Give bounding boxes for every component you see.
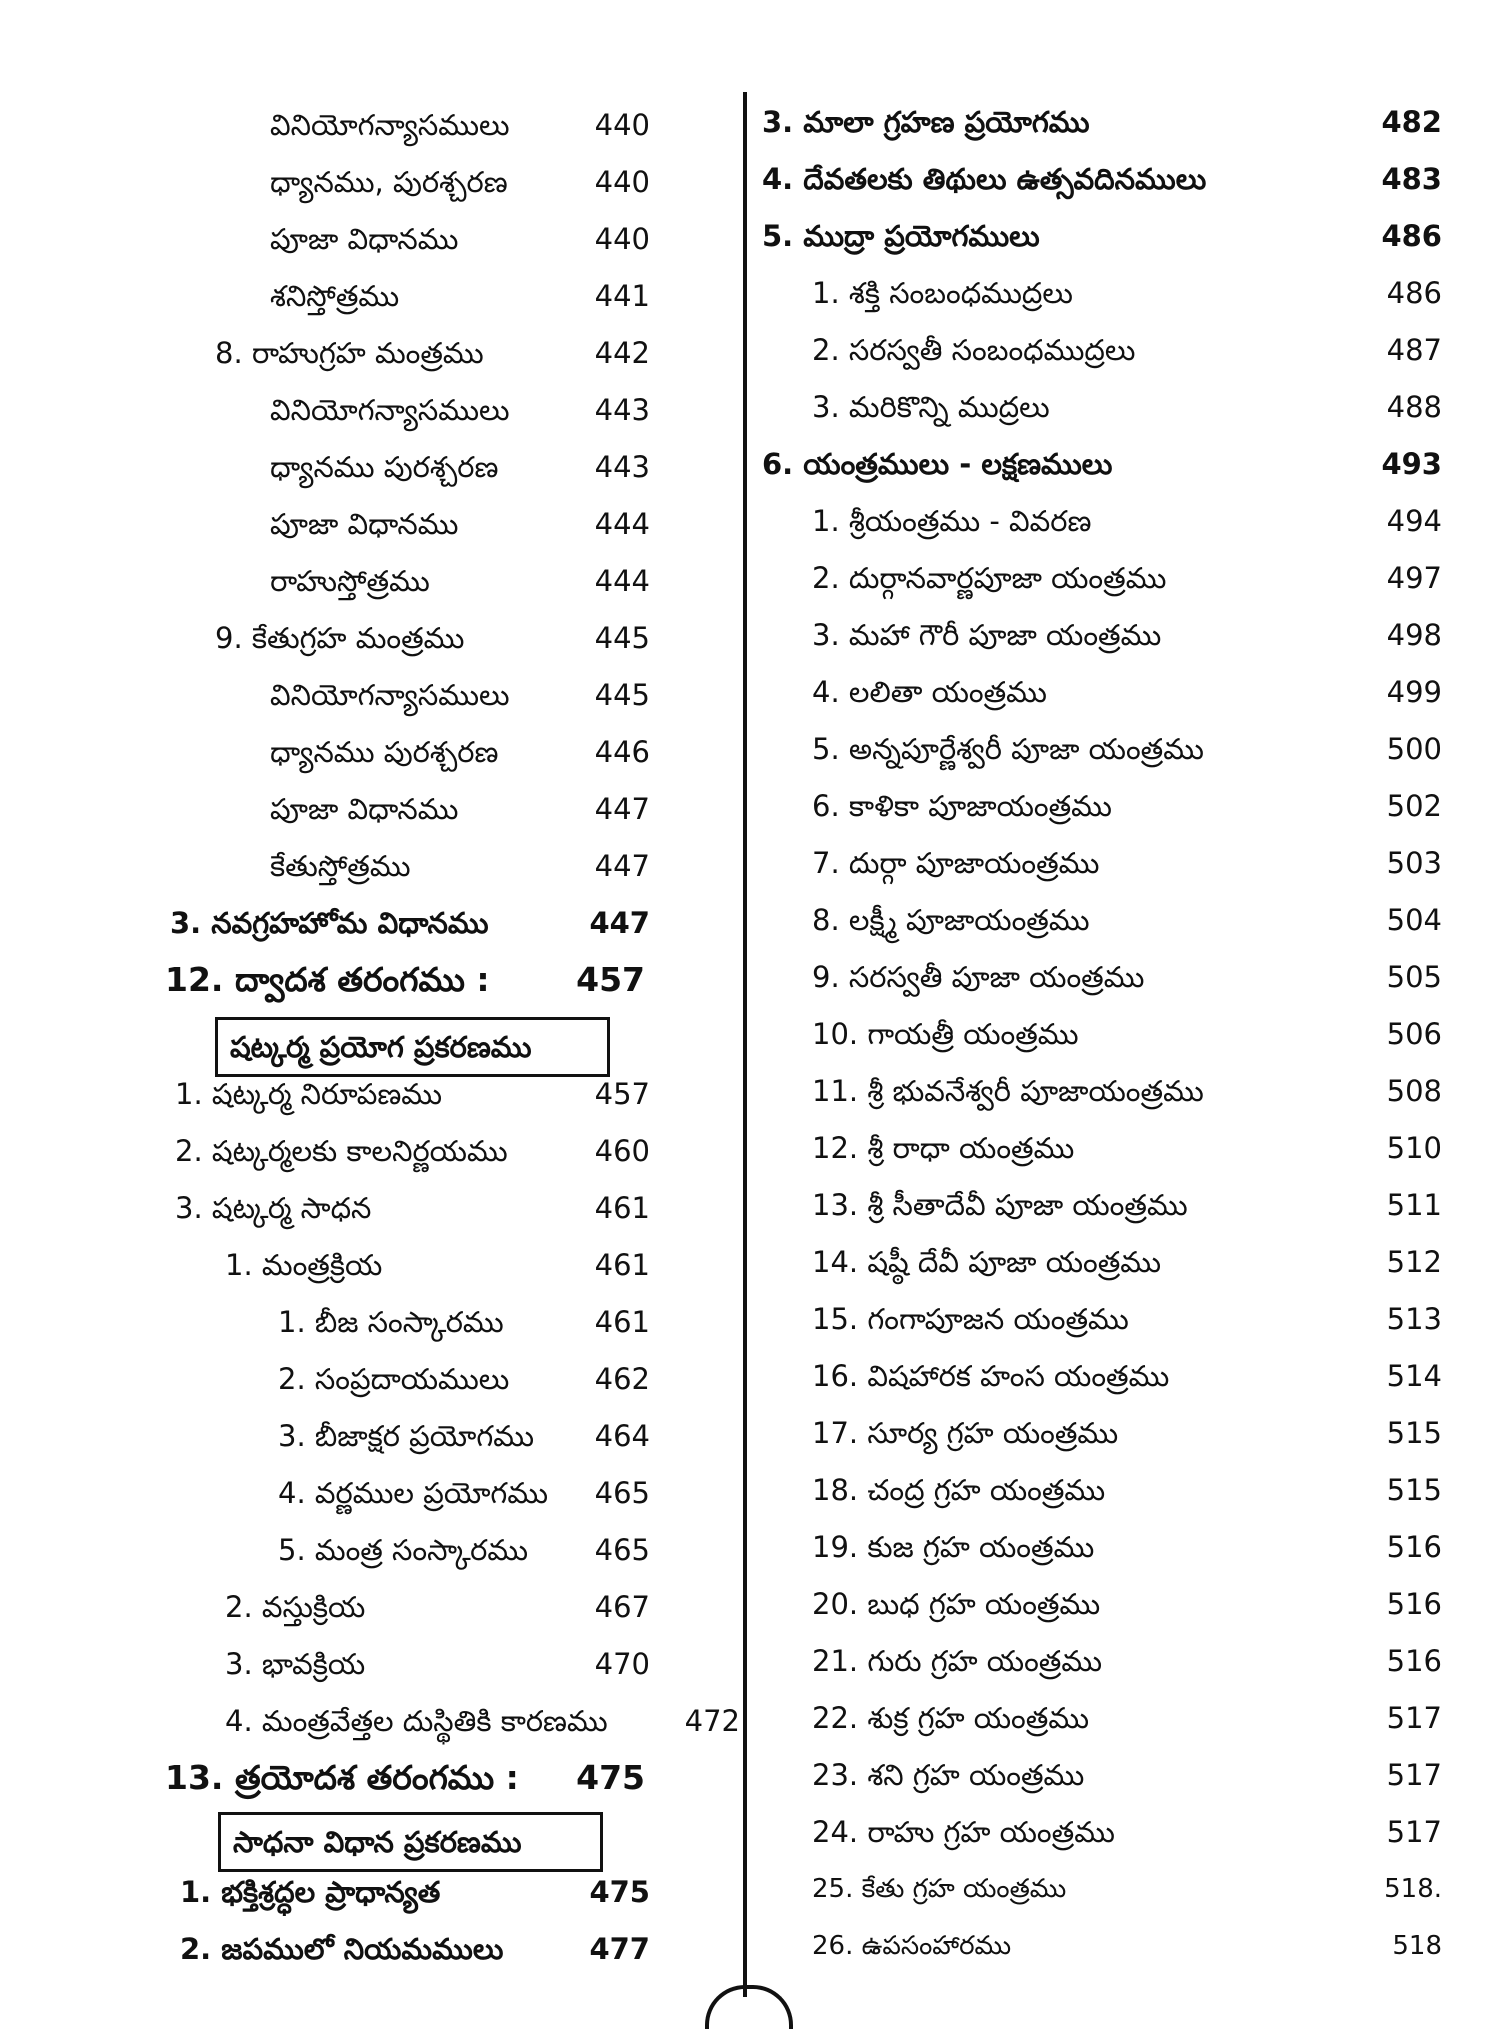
toc-entry	[812, 1351, 1492, 1401]
toc-entry	[812, 952, 1492, 1002]
toc-entry	[225, 1639, 730, 1689]
entry-page: 511	[1386, 1188, 1442, 1222]
entry-title: 15. గంగాపూజన యంత్రము	[812, 1302, 1129, 1336]
toc-entry	[812, 1693, 1492, 1743]
entry-title: 1. శక్తి సంబంధముద్రలు	[812, 276, 1073, 310]
entry-title: 2. వస్తుక్రియ	[225, 1590, 366, 1624]
entry-title: 2. దుర్గానవార్ణపూజా యంత్రము	[812, 561, 1167, 595]
entry-page: 461	[594, 1191, 650, 1225]
entry-page: 508	[1386, 1074, 1442, 1108]
toc-entry	[270, 727, 720, 777]
entry-page: 482	[1381, 105, 1442, 139]
toc-entry	[215, 328, 720, 378]
toc-entry	[812, 1408, 1492, 1458]
entry-page: 447	[594, 849, 650, 883]
section-box-title: షట్కర్మ ప్రయోగ ప్రకరణము	[230, 1030, 532, 1064]
entry-page: 517	[1386, 1815, 1442, 1849]
entry-title: 2. సంప్రదాయములు	[278, 1362, 510, 1396]
toc-entry	[812, 781, 1492, 831]
entry-title: 4. దేవతలకు తిథులు ఉత్సవదినములు	[762, 162, 1207, 196]
entry-page: 440	[594, 165, 650, 199]
entry-title: శనిస్తోత్రము	[270, 279, 400, 313]
entry-title: ధ్యానము, పురశ్చరణ	[270, 165, 508, 199]
entry-page: 441	[594, 279, 650, 313]
toc-entry	[812, 1921, 1492, 1971]
entry-page: 470	[594, 1647, 650, 1681]
entry-title: 23. శని గ్రహ యంత్రము	[812, 1758, 1085, 1792]
entry-page: 504	[1386, 903, 1442, 937]
toc-entry	[812, 1807, 1492, 1857]
entry-title: 4. మంత్రవేత్తల దుస్థితికి కారణము	[225, 1704, 608, 1738]
entry-page: 517	[1386, 1758, 1442, 1792]
entry-title: 19. కుజ గ్రహ యంత్రము	[812, 1530, 1095, 1564]
entry-title: 14. షష్ఠీ దేవీ పూజా యంత్రము	[812, 1245, 1162, 1279]
entry-title: 18. చంద్ర గ్రహ యంత్రము	[812, 1473, 1106, 1507]
toc-entry	[278, 1468, 730, 1518]
section-box	[218, 1812, 603, 1872]
toc-entry	[812, 1864, 1492, 1914]
entry-title: 8. రాహుగ్రహ మంత్రము	[215, 336, 484, 370]
entry-title: వినియోగన్యాసములు	[270, 108, 510, 142]
entry-page: 516	[1386, 1587, 1442, 1621]
toc-entry	[812, 325, 1492, 375]
toc-entry	[270, 841, 720, 891]
toc-entry	[812, 895, 1492, 945]
toc-entry	[812, 1123, 1492, 1173]
entry-title: 17. సూర్య గ్రహ యంత్రము	[812, 1416, 1119, 1450]
toc-entry	[270, 670, 720, 720]
entry-title: 2. సరస్వతీ సంబంధముద్రలు	[812, 333, 1136, 367]
entry-page: 502	[1386, 789, 1442, 823]
entry-title: వినియోగన్యాసములు	[270, 393, 510, 427]
entry-title: 10. గాయత్రీ యంత్రము	[812, 1017, 1079, 1051]
entry-page: 475	[589, 1875, 650, 1909]
toc-entry	[812, 1522, 1492, 1572]
entry-page: 505	[1386, 960, 1442, 994]
toc-entry	[812, 1579, 1492, 1629]
entry-title: ధ్యానము పురశ్చరణ	[270, 450, 499, 484]
toc-entry	[270, 784, 720, 834]
entry-page: 487	[1386, 333, 1442, 367]
entry-page: 467	[594, 1590, 650, 1624]
toc-entry	[278, 1297, 730, 1347]
entry-title: 4. వర్ణముల ప్రయోగము	[278, 1476, 549, 1510]
entry-page: 447	[594, 792, 650, 826]
entry-page: 515	[1386, 1416, 1442, 1450]
entry-title: 16. విషహారక హంస యంత్రము	[812, 1359, 1170, 1393]
toc-entry	[215, 613, 720, 663]
entry-title: 9. సరస్వతీ పూజా యంత్రము	[812, 960, 1145, 994]
toc-entry	[812, 610, 1492, 660]
entry-page: 516	[1386, 1530, 1442, 1564]
toc-entry	[180, 1924, 730, 1974]
toc-entry	[225, 1240, 730, 1290]
entry-page: 518	[1392, 1931, 1442, 1961]
toc-entry	[812, 1636, 1492, 1686]
entry-page: 475	[576, 1758, 645, 1797]
entry-title: 7. దుర్గా పూజాయంత్రము	[812, 846, 1100, 880]
entry-title: 1. భక్తిశ్రద్ధల ప్రాధాన్యత	[180, 1875, 441, 1909]
toc-entry	[762, 154, 1492, 204]
entry-title: 2. జపములో నియమములు	[180, 1932, 504, 1966]
entry-title: 3. మాలా గ్రహణ ప్రయోగము	[762, 105, 1090, 139]
entry-title: 3. భావక్రియ	[225, 1647, 366, 1681]
entry-title: రాహుస్తోత్రము	[270, 564, 430, 598]
entry-page: 461	[594, 1305, 650, 1339]
entry-page: 488	[1386, 390, 1442, 424]
toc-entry	[170, 898, 730, 948]
entry-title: పూజా విధానము	[270, 222, 459, 256]
toc-entry	[762, 439, 1492, 489]
toc-entry	[175, 1183, 730, 1233]
entry-title: 6. యంత్రములు - లక్షణములు	[762, 447, 1113, 481]
toc-entry	[175, 1126, 730, 1176]
entry-page: 513	[1386, 1302, 1442, 1336]
entry-title: పూజా విధానము	[270, 507, 459, 541]
entry-title: 1. షట్కర్మ నిరూపణము	[175, 1077, 442, 1111]
toc-entry	[270, 271, 720, 321]
entry-title: 1. బీజ సంస్కారము	[278, 1305, 504, 1339]
toc-entry	[278, 1411, 730, 1461]
toc-entry	[278, 1354, 730, 1404]
entry-page: 465	[594, 1476, 650, 1510]
entry-title: ధ్యానము పురశ్చరణ	[270, 735, 499, 769]
toc-entry	[225, 1582, 730, 1632]
toc-entry	[812, 382, 1492, 432]
entry-title: 22. శుక్ర గ్రహ యంత్రము	[812, 1701, 1090, 1735]
entry-title: వినియోగన్యాసములు	[270, 678, 510, 712]
entry-page: 445	[594, 678, 650, 712]
toc-entry	[812, 1465, 1492, 1515]
toc-entry	[278, 1525, 730, 1575]
entry-title: 1. శ్రీయంత్రము - వివరణ	[812, 504, 1092, 538]
entry-page: 442	[594, 336, 650, 370]
chapter-heading	[165, 955, 735, 1005]
entry-page: 506	[1386, 1017, 1442, 1051]
entry-title: 8. లక్ష్మీ పూజాయంత్రము	[812, 903, 1090, 937]
entry-page: 486	[1386, 276, 1442, 310]
toc-entry	[270, 214, 720, 264]
entry-page: 440	[594, 222, 650, 256]
toc-entry	[812, 724, 1492, 774]
entry-title: 20. బుధ గ్రహ యంత్రము	[812, 1587, 1101, 1621]
toc-entry	[270, 442, 720, 492]
toc-entry	[812, 1180, 1492, 1230]
entry-page: 461	[594, 1248, 650, 1282]
entry-title: 25. కేతు గ్రహ యంత్రము	[812, 1874, 1067, 1904]
entry-page: 465	[594, 1533, 650, 1567]
entry-page: 494	[1386, 504, 1442, 538]
entry-title: 5. ముద్రా ప్రయోగములు	[762, 219, 1040, 253]
entry-title: పూజా విధానము	[270, 792, 459, 826]
entry-page: 472	[684, 1704, 740, 1738]
section-box-title: సాధనా విధాన ప్రకరణము	[233, 1825, 522, 1859]
entry-title: 3. నవగ్రహహోమ విధానము	[170, 906, 489, 940]
entry-title: 5. అన్నపూర్ణేశ్వరీ పూజా యంత్రము	[812, 732, 1204, 766]
entry-title: 21. గురు గ్రహ యంత్రము	[812, 1644, 1103, 1678]
toc-entry	[270, 556, 720, 606]
toc-entry	[812, 553, 1492, 603]
entry-page: 512	[1386, 1245, 1442, 1279]
entry-page: 497	[1386, 561, 1442, 595]
entry-title: 6. కాళికా పూజాయంత్రము	[812, 789, 1112, 823]
toc-entry	[762, 97, 1492, 147]
entry-page: 447	[589, 906, 650, 940]
toc-entry	[812, 1294, 1492, 1344]
entry-title: 3. షట్కర్మ సాధన	[175, 1191, 372, 1225]
entry-page: 500	[1386, 732, 1442, 766]
toc-entry	[180, 1867, 730, 1917]
entry-title: 12. శ్రీ రాధా యంత్రము	[812, 1131, 1075, 1165]
toc-entry	[270, 100, 720, 150]
entry-title: 5. మంత్ర సంస్కారము	[278, 1533, 529, 1567]
entry-page: 486	[1381, 219, 1442, 253]
entry-title: 3. మరికొన్ని ముద్రలు	[812, 390, 1050, 424]
chapter-heading	[165, 1753, 735, 1803]
toc-entry	[812, 268, 1492, 318]
entry-page: 464	[594, 1419, 650, 1453]
entry-page: 498	[1386, 618, 1442, 652]
entry-page: 457	[576, 960, 645, 999]
entry-page: 510	[1386, 1131, 1442, 1165]
entry-page: 446	[594, 735, 650, 769]
entry-page: 503	[1386, 846, 1442, 880]
entry-title: 3. బీజాక్షర ప్రయోగము	[278, 1419, 534, 1453]
entry-page: 444	[594, 507, 650, 541]
entry-title: 13. శ్రీ సీతాదేవీ పూజా యంత్రము	[812, 1188, 1188, 1222]
entry-title: 11. శ్రీ భువనేశ్వరీ పూజాయంత్రము	[812, 1074, 1204, 1108]
entry-page: 443	[594, 393, 650, 427]
entry-page: 462	[594, 1362, 650, 1396]
entry-title: 1. మంత్రక్రియ	[225, 1248, 383, 1282]
toc-entry	[812, 1009, 1492, 1059]
entry-title: 4. లలితా యంత్రము	[812, 675, 1047, 709]
column-divider	[743, 92, 747, 1997]
entry-page: 457	[594, 1077, 650, 1111]
entry-title: కేతుస్తోత్రము	[270, 849, 411, 883]
entry-page: 493	[1381, 447, 1442, 481]
toc-entry	[270, 157, 720, 207]
toc-entry	[270, 385, 720, 435]
entry-page: 483	[1381, 162, 1442, 196]
entry-page: 460	[594, 1134, 650, 1168]
entry-page: 514	[1386, 1359, 1442, 1393]
entry-title: 26. ఉపసంహారము	[812, 1931, 1012, 1961]
entry-title: 3. మహా గౌరీ పూజా యంత్రము	[812, 618, 1162, 652]
toc-entry	[812, 1237, 1492, 1287]
entry-page: 516	[1386, 1644, 1442, 1678]
entry-page: 440	[594, 108, 650, 142]
entry-title: 13. త్రయోదశ తరంగము :	[165, 1758, 519, 1797]
toc-entry	[812, 838, 1492, 888]
entry-page: 515	[1386, 1473, 1442, 1507]
toc-entry	[270, 499, 720, 549]
entry-page: 444	[594, 564, 650, 598]
toc-entry	[812, 1066, 1492, 1116]
entry-page: 517	[1386, 1701, 1442, 1735]
toc-entry	[812, 1750, 1492, 1800]
entry-title: 9. కేతుగ్రహ మంత్రము	[215, 621, 465, 655]
page-ornament	[705, 1985, 793, 2029]
entry-page: 445	[594, 621, 650, 655]
entry-title: 2. షట్కర్మలకు కాలనిర్ణయము	[175, 1134, 508, 1168]
entry-page: 443	[594, 450, 650, 484]
entry-title: 24. రాహు గ్రహ యంత్రము	[812, 1815, 1115, 1849]
entry-page: 477	[589, 1932, 650, 1966]
entry-title: 12. ద్వాదశ తరంగము :	[165, 960, 490, 999]
entry-page: 499	[1386, 675, 1442, 709]
toc-entry	[175, 1069, 730, 1119]
toc-entry	[225, 1696, 740, 1746]
toc-entry	[812, 496, 1492, 546]
entry-page: 518.	[1384, 1874, 1442, 1904]
toc-entry	[812, 667, 1492, 717]
toc-entry	[762, 211, 1492, 261]
section-box	[215, 1017, 610, 1077]
